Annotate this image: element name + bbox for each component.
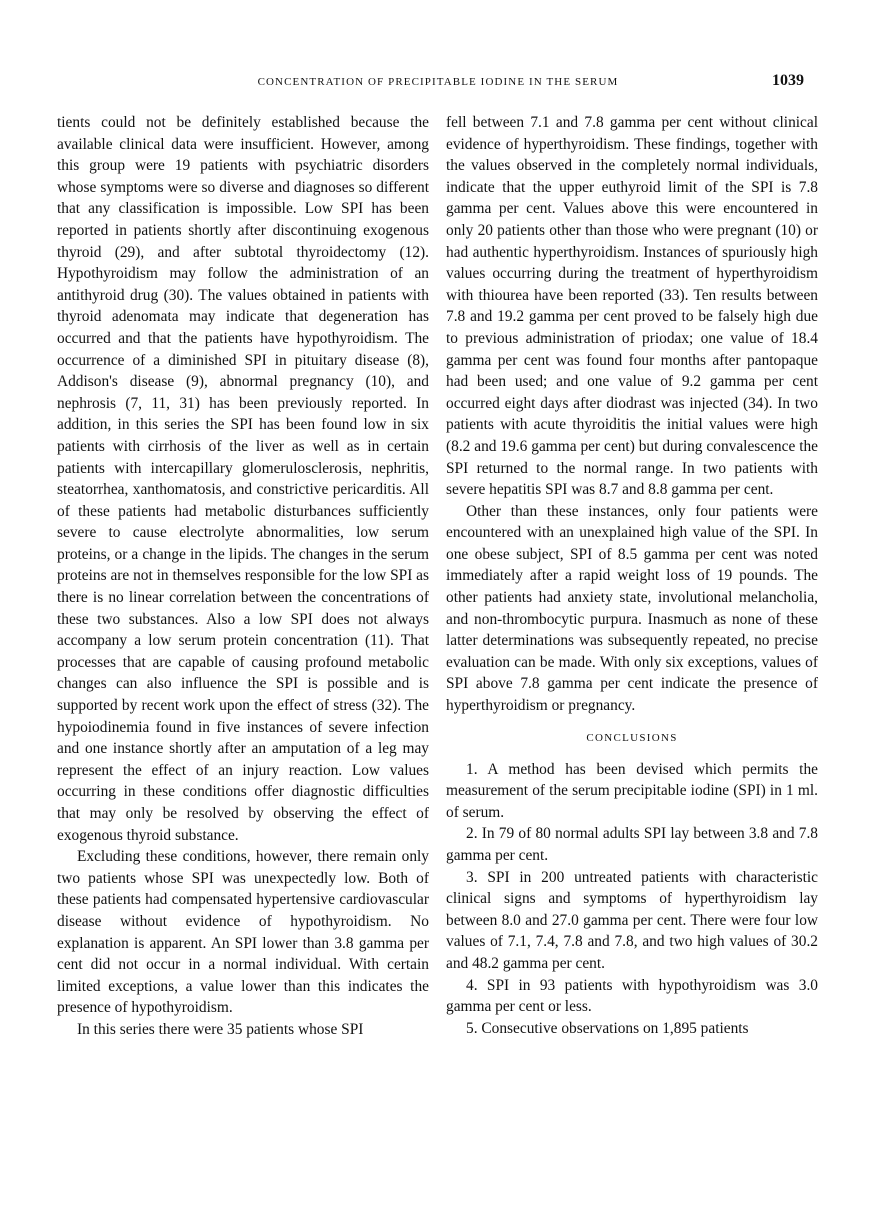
paragraph: tients could not be definitely established because the available clinical data were insufficient. However, among this group were 19 patients with psychiatric disorders whose symptoms were so diverse and diagnoses so different that any classification is impossible. Low SPI has been reported in patients shortly after discontinuing exogenous thyroid (29), and after subtotal thyroidectomy (12). Hypothyroidism may follow the administration of an antithyroid drug (30). The values obtained in patients with thyroid adenomata may indicate that degeneration has occurred and that the patients have hypothyroidism. The occurrence of a diminished SPI in pituitary disease (8), Addison's disease (9), abnormal pregnancy (10), and nephrosis (7, 11, 31) has been previously reported. In addition, in this series the SPI has been found low in six patients with cirrhosis of the liver as well as in certain patients with intercapillary glomerulosclerosis, nephritis, steatorrhea, xanthomatosis, and constrictive pericarditis. All of these patients had metabolic disturbances sufficiently severe to cause electrolyte abnormalities, low serum proteins, or a change in the lipids. The changes in the serum proteins are not in themselves responsible for the low SPI as there is no linear correlation between the concentrations of these two substances. Also a low SPI does not always accompany a low serum protein concentration (11). That processes that are capable of causing profound metabolic changes can also influence the SPI is possible and is supported by recent work upon the effect of stress (32). The hypoiodinemia found in five instances of severe infection and one instance shortly after an amputation of a leg may represent the effect of an injury reaction. Low values occurring in these conditions offer diagnostic difficulties that may only be resolved by observing the effect of exogenous thyroid substance. (57, 114, 429, 844)
running-head: CONCENTRATION OF PRECIPITABLE IODINE IN THE SERUM (257, 76, 619, 88)
paragraph: Other than these instances, only four patients were encountered with an unexplained high value of the SPI. In one obese subject, SPI of 8.5 gamma per cent was noted immediately after a rapid weight loss of 19 pounds. The other patients had anxiety state, involutional melancholia, and non-thrombocytic purpura. Inasmuch as none of these latter determinations was subsequently repeated, no precise evaluation can be made. With only six exceptions, values of SPI above 7.8 gamma per cent indicate the presence of hyperthyroidism or pregnancy. (446, 502, 818, 715)
conclusion-item: 1. A method has been devised which permits the measurement of the serum precipitable iodine (SPI) in 1 ml. of serum. (446, 760, 818, 821)
conclusions-heading: CONCLUSIONS (586, 731, 678, 744)
conclusion-item: 4. SPI in 93 patients with hypothyroidism was 3.0 gamma per cent or less. (446, 976, 818, 1016)
left-column (57, 112, 429, 1041)
conclusions-list (446, 759, 818, 1040)
conclusion-item: 5. Consecutive observations on 1,895 patients (466, 1019, 749, 1037)
paragraph: Excluding these conditions, however, there remain only two patients whose SPI was unexpectedly low. Both of these patients had compensated hypertensive cardiovascular disease without evidence of hypothyroidism. No explanation is apparent. An SPI lower than 3.8 gamma per cent did not occur in a normal individual. With certain limited exceptions, a value lower than this indicates the presence of hypothyroidism. (57, 848, 429, 1017)
right-column (446, 112, 818, 1039)
paragraph: In this series there were 35 patients whose SPI (77, 1020, 364, 1038)
conclusion-item: 2. In 79 of 80 normal adults SPI lay between 3.8 and 7.8 gamma per cent. (446, 825, 818, 864)
page-number: 1039 (772, 72, 804, 89)
conclusion-item: 3. SPI in 200 untreated patients with characteristic clinical signs and symptoms of hyperthyroidism lay between 8.0 and 27.0 gamma per cent. There were four low values of 7.1, 7.4, 7.8 and 7.8, and two high values of 30.2 and 48.2 gamma per cent. (446, 868, 818, 972)
paragraph: fell between 7.1 and 7.8 gamma per cent without clinical evidence of hyperthyroidism. These findings, together with the values observed in the completely normal individuals, indicate that the upper euthyroid limit of the SPI is 7.8 gamma per cent. Values above this were encountered in only 20 patients other than those who were pregnant (10) or had authentic hyperthyroidism. Instances of spuriously high values occurring during the treatment of hyperthyroidism with thiourea have been reported (33). Ten results between 7.8 and 19.2 gamma per cent proved to be falsely high due to previous administration of priodax; one value of 18.4 gamma per cent was found four months after pantopaque had been used; and one value of 9.2 gamma per cent occurred eight days after diodrast was injected (34). In two patients with acute thyroiditis the initial values were high (8.2 and 19.6 gamma per cent) but during convalescence the SPI returned to the normal range. In two patients with severe hepatitis SPI was 8.7 and 8.8 gamma per cent. (446, 114, 818, 499)
